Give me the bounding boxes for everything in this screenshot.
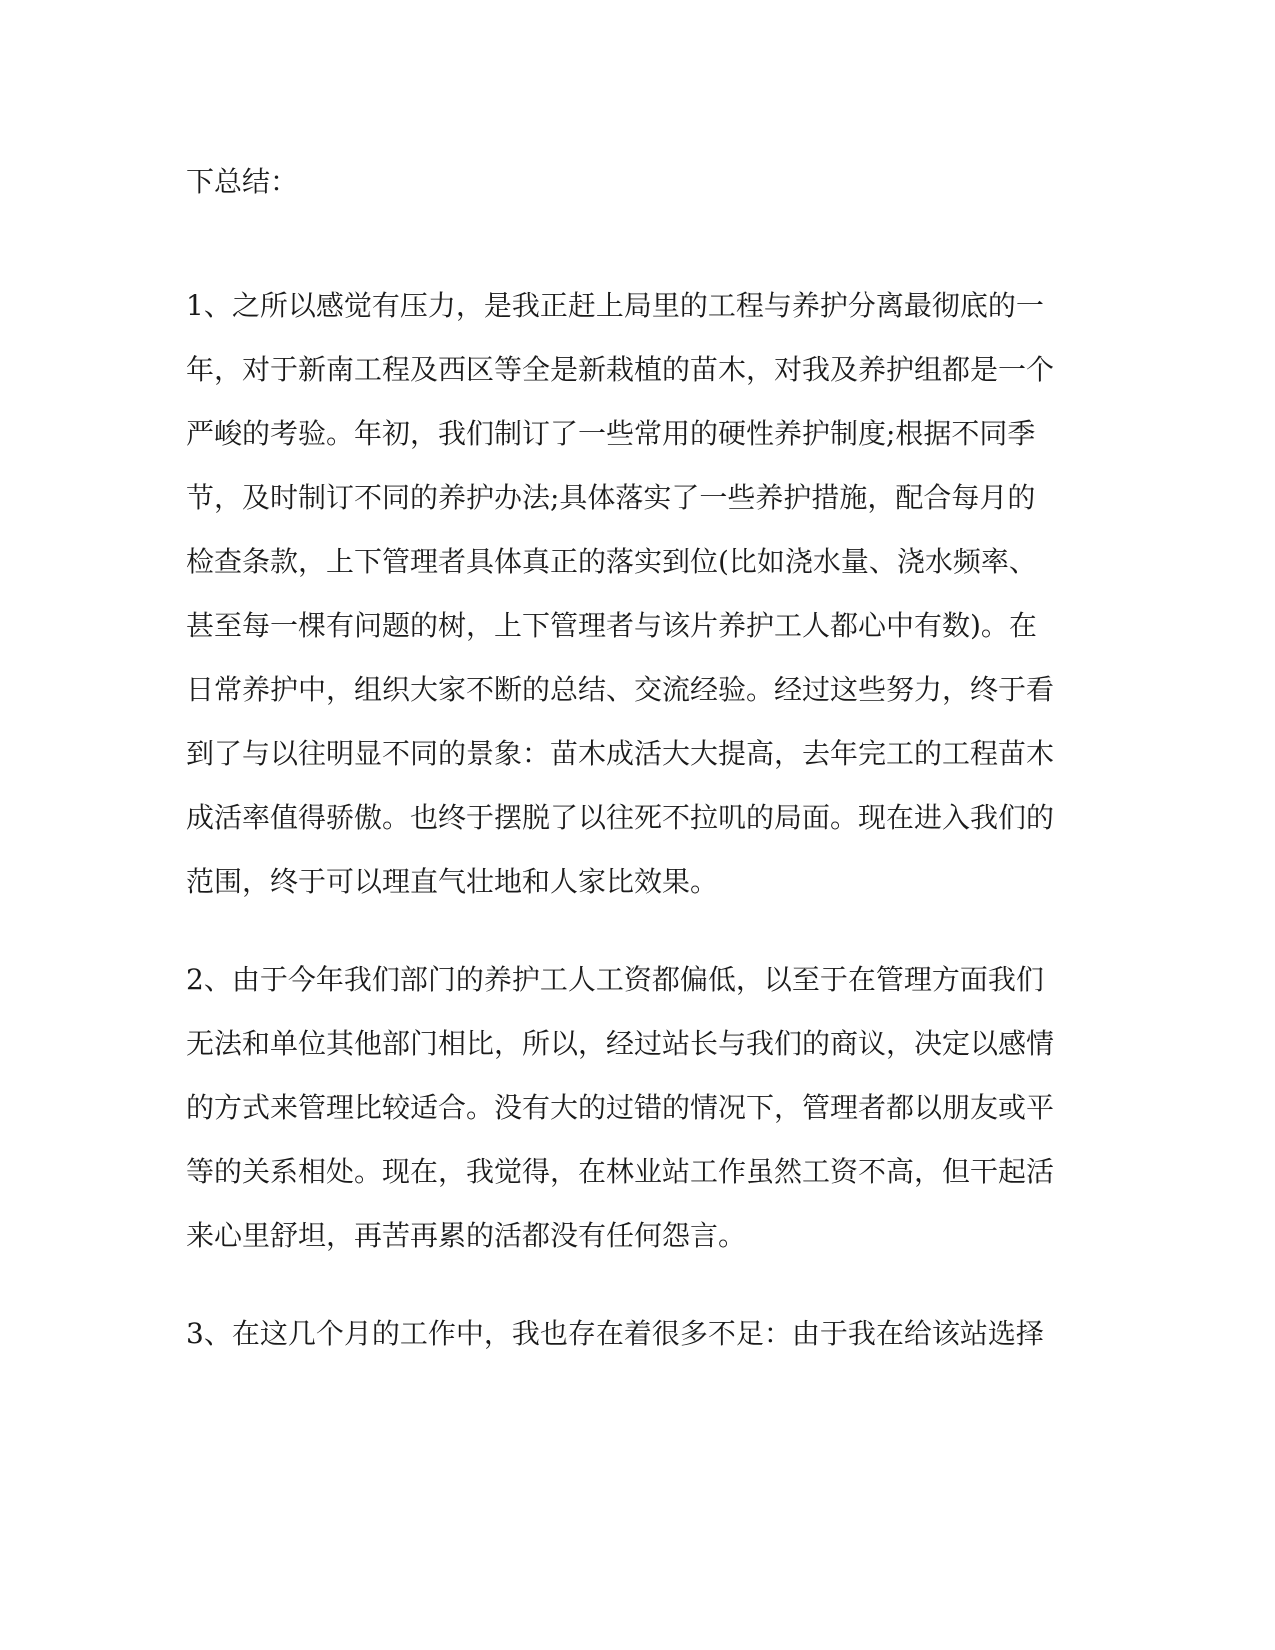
paragraph-line: 等的关系相处。现在，我觉得，在林业站工作虽然工资不高，但干起活 [186, 1155, 1055, 1188]
paragraph-line: 的方式来管理比较适合。没有大的过错的情况下，管理者都以朋友或平 [186, 1091, 1055, 1124]
paragraph-line: 检查条款，上下管理者具体真正的落实到位(比如浇水量、浇水频率、 [186, 545, 1037, 578]
paragraph-1 [186, 274, 1086, 914]
paragraph-line: 2、由于今年我们部门的养护工人工资都偏低，以至于在管理方面我们 [186, 963, 1044, 996]
paragraph-line: 到了与以往明显不同的景象：苗木成活大大提高，去年完工的工程苗木 [186, 737, 1055, 770]
paragraph-line: 来心里舒坦，再苦再累的活都没有任何怨言。 [186, 1219, 747, 1252]
heading-fragment-block [186, 150, 1086, 214]
paragraph-line: 无法和单位其他部门相比，所以，经过站长与我们的商议，决定以感情 [186, 1027, 1055, 1060]
paragraph-line: 年，对于新南工程及西区等全是新栽植的苗木，对我及养护组都是一个 [186, 353, 1055, 386]
paragraph-line: 节，及时制订不同的养护办法;具体落实了一些养护措施，配合每月的 [186, 481, 1036, 514]
paragraph-line: 范围，终于可以理直气壮地和人家比效果。 [186, 865, 719, 898]
paragraph-2 [186, 948, 1086, 1268]
heading-fragment: 下总结： [186, 165, 299, 198]
paragraph-line: 严峻的考验。年初，我们制订了一些常用的硬性养护制度;根据不同季 [186, 417, 1036, 450]
paragraph-line: 3、在这几个月的工作中，我也存在着很多不足：由于我在给该站选择 [186, 1317, 1044, 1350]
paragraph-line: 甚至每一棵有问题的树，上下管理者与该片养护工人都心中有数)。在 [186, 609, 1037, 642]
paragraph-line: 成活率值得骄傲。也终于摆脱了以往死不拉叽的局面。现在进入我们的 [186, 801, 1055, 834]
paragraph-line: 日常养护中，组织大家不断的总结、交流经验。经过这些努力，终于看 [186, 673, 1055, 706]
paragraph-line: 1、之所以感觉有压力，是我正赶上局里的工程与养护分离最彻底的一 [186, 289, 1044, 322]
paragraph-3 [186, 1302, 1086, 1366]
